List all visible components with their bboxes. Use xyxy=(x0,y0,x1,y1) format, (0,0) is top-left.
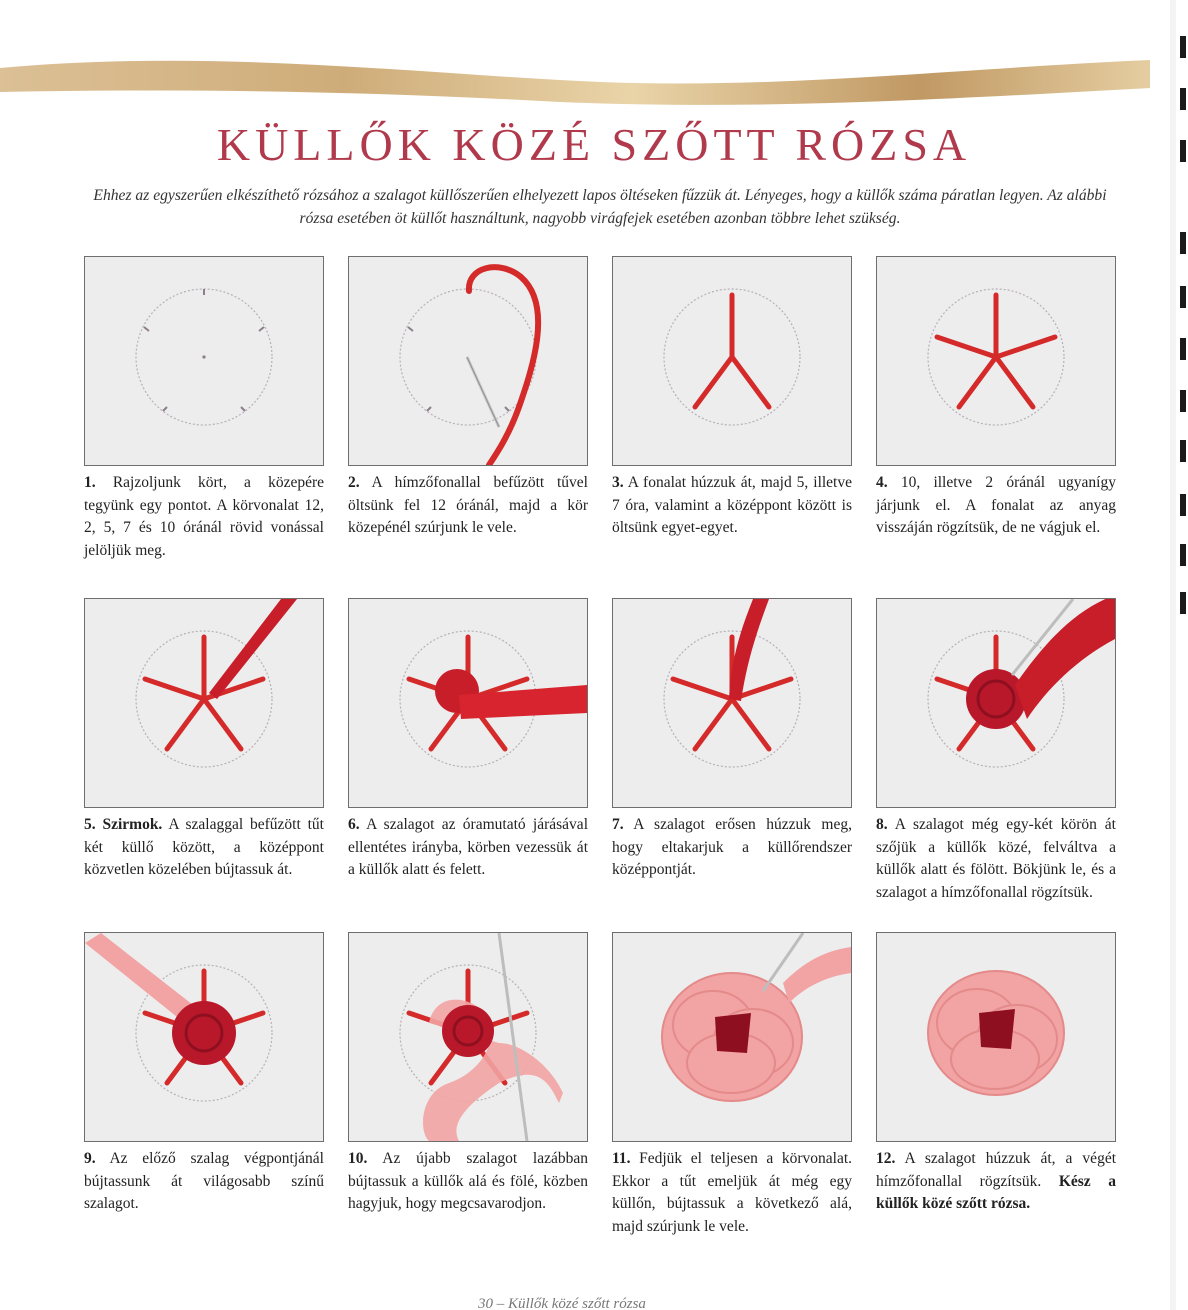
step-12-photo xyxy=(876,932,1116,1142)
step-8-number: 8. xyxy=(876,816,888,833)
step-11-caption xyxy=(612,1148,852,1238)
step-12-number: 12. xyxy=(876,1150,896,1167)
step-9-caption xyxy=(84,1148,324,1216)
step-6-photo xyxy=(348,598,588,808)
step-8-text: A szalagot még egy-két körön át szőjük a küllők közé, felváltva a küllők alatt és fölött. Bökjünk le, és a szalagot a hímzőfonallal rögzítsük. xyxy=(876,816,1116,901)
step-3-photo xyxy=(612,256,852,466)
step-4 xyxy=(876,256,1116,540)
step-5 xyxy=(84,598,324,882)
intro-paragraph: Ehhez az egyszerűen elkészíthető rózsához a szalagot küllőszerűen elhelyezett lapos öltéseken fűzzük át. Lényeges, hogy a küllők száma páratlan legyen. Az alábbi rózsa esetében öt küllőt használtunk, nagyobb virágfejek esetében azonban többre lehet szükség. xyxy=(93,187,1107,227)
step-1 xyxy=(84,256,324,562)
step-2-caption xyxy=(348,472,588,540)
step-6-caption xyxy=(348,814,588,882)
step-6 xyxy=(348,598,588,882)
step-1-caption xyxy=(84,472,324,562)
step-7-text: A szalagot erősen húzzuk meg, hogy eltakarjuk a küllőrendszer középpontját. xyxy=(612,816,852,878)
step-4-text: 10, illetve 2 óránál ugyanígy járjunk el. A fonalat az anyag visszáján rögzítsük, de ne vágjuk el. xyxy=(876,474,1116,536)
step-10-text: Az újabb szalagot lazábban bújtassuk a küllők alá és fölé, közben hagyjuk, hogy megcsavarodjon. xyxy=(348,1150,588,1212)
step-11-number: 11. xyxy=(612,1150,631,1167)
step-8 xyxy=(876,598,1116,904)
step-11 xyxy=(612,932,852,1238)
step-12-text: A szalagot húzzuk át, a végét hímzőfonallal rögzítsük. xyxy=(876,1150,1116,1190)
step-8-caption xyxy=(876,814,1116,904)
step-9 xyxy=(84,932,324,1216)
step-3-number: 3. xyxy=(612,474,624,491)
step-7 xyxy=(612,598,852,882)
step-1-photo xyxy=(84,256,324,466)
step-7-number: 7. xyxy=(612,816,624,833)
step-6-number: 6. xyxy=(348,816,360,833)
step-9-text: Az előző szalag végpontjánál bújtassunk át világosabb színű szalagot. xyxy=(84,1150,324,1212)
step-2 xyxy=(348,256,588,540)
step-1-number: 1. xyxy=(84,474,96,491)
step-10 xyxy=(348,932,588,1216)
step-11-photo xyxy=(612,932,852,1142)
step-5-number: 5. xyxy=(84,816,96,833)
step-5-caption xyxy=(84,814,324,882)
step-4-number: 4. xyxy=(876,474,888,491)
step-10-number: 10. xyxy=(348,1150,368,1167)
step-3-caption xyxy=(612,472,852,540)
step-7-caption xyxy=(612,814,852,882)
spiral-binding xyxy=(1170,0,1188,1310)
step-8-photo xyxy=(876,598,1116,808)
step-10-photo xyxy=(348,932,588,1142)
step-5-lead: Szirmok. xyxy=(102,816,163,833)
step-3 xyxy=(612,256,852,540)
step-2-text: A hímzőfonallal befűzött tűvel öltsünk fel 12 óránál, majd a kör közepénél szúrjunk le vele. xyxy=(348,474,588,536)
step-11-text: Fedjük el teljesen a körvonalat. Ekkor a tűt emeljük át még egy küllőn, bújtassuk a következő alá, majd szúrjunk le vele. xyxy=(612,1150,853,1235)
step-12-tail: Kész a küllők közé szőtt rózsa. xyxy=(876,1172,1116,1212)
step-9-photo xyxy=(84,932,324,1142)
page-title: KÜLLŐK KÖZÉ SZŐTT RÓZSA xyxy=(216,119,972,170)
step-9-number: 9. xyxy=(84,1150,96,1167)
step-4-caption xyxy=(876,472,1116,540)
step-5-text: A szalaggal befűzött tűt két küllő között, a középpont közvetlen közelében bújtassuk át. xyxy=(84,816,324,878)
step-12-caption xyxy=(876,1148,1116,1216)
page-footer: 30 – Küllők közé szőtt rózsa xyxy=(478,1296,646,1310)
ribbon-banner xyxy=(0,40,1150,110)
step-5-photo xyxy=(84,598,324,808)
step-6-text: A szalagot az óramutató járásával ellentétes irányba, körben vezessük át a küllők alatt és felett. xyxy=(348,816,588,878)
step-2-number: 2. xyxy=(348,474,360,491)
step-12 xyxy=(876,932,1116,1216)
step-7-photo xyxy=(612,598,852,808)
step-4-photo xyxy=(876,256,1116,466)
step-1-text: Rajzoljunk kört, a közepére tegyünk egy pontot. A körvonalat 12, 2, 5, 7 és 10 óránál rövid vonással jelöljük meg. xyxy=(84,474,325,559)
step-2-photo xyxy=(348,256,588,466)
step-10-caption xyxy=(348,1148,588,1216)
step-3-text: A fonalat húzzuk át, majd 5, illetve 7 óra, valamint a középpont között is öltsünk egyet-egyet. xyxy=(612,474,852,536)
